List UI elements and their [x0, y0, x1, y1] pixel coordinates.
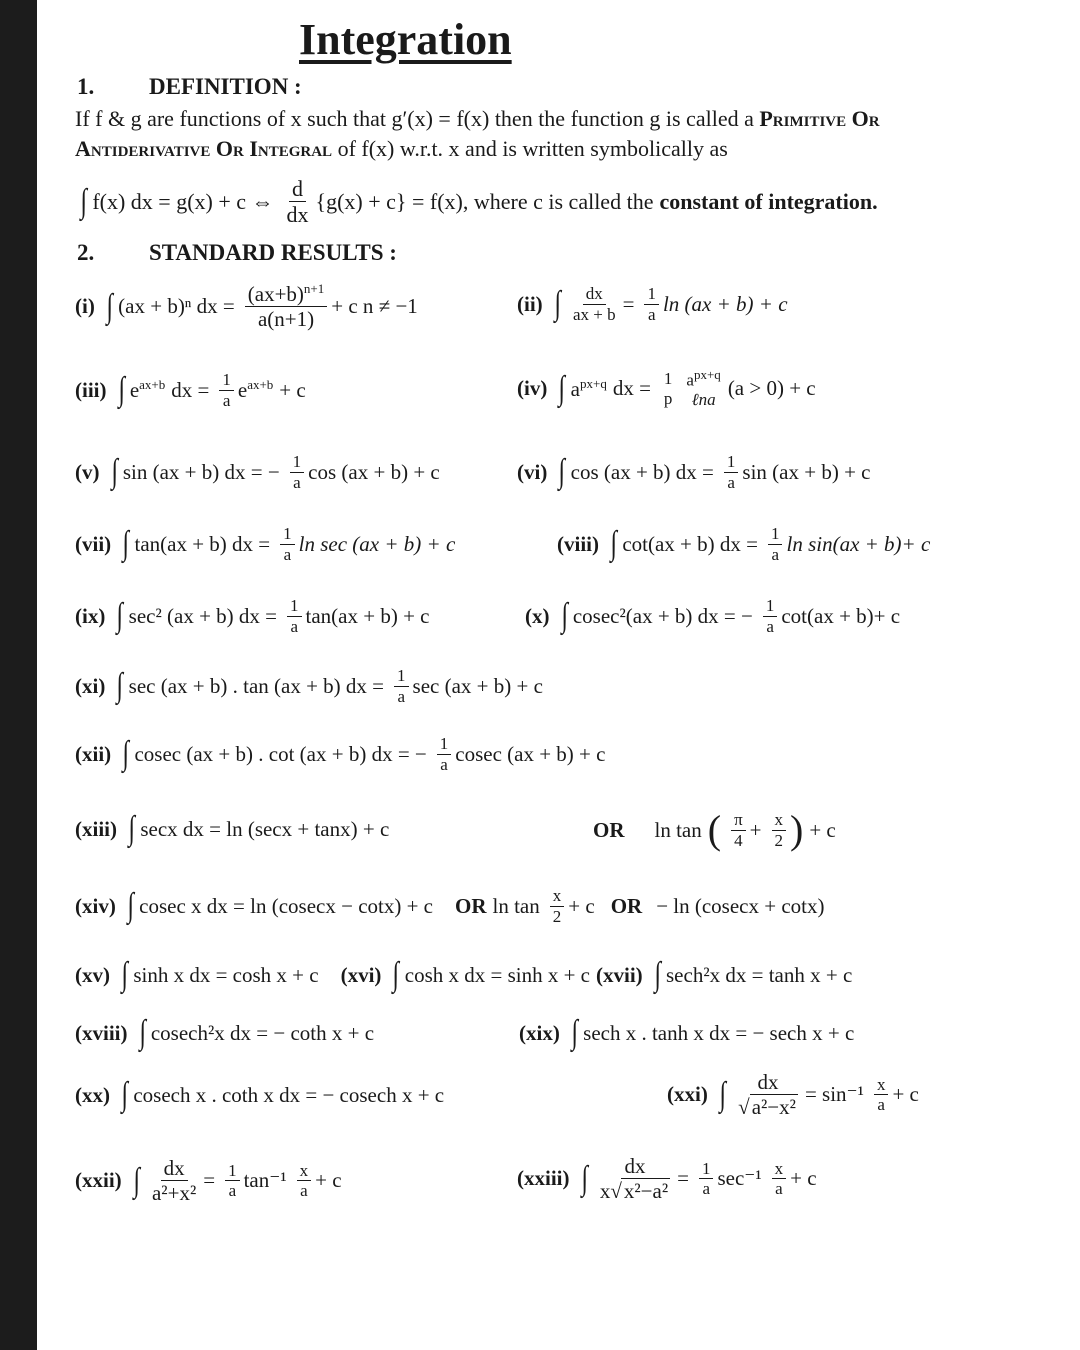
section-1-heading: DEFINITION :	[149, 74, 302, 99]
definition-line-2	[75, 136, 728, 162]
page-title: Integration	[299, 15, 512, 64]
definition-eq-a: f(x) dx = g(x) + c ⇔	[92, 188, 274, 214]
formula-xxiii: (xxiii) ∫ $\frac{dx}{\text{x√x²−a²}}$ = $\frac{1}{a}$ sec⁻¹ $\frac{x}{a}$ + c	[517, 1154, 817, 1204]
formula-v: (v) ∫ sin (ax + b) dx = − $\frac{1}{a}$ cos (ax + b) + c	[75, 452, 440, 492]
left-margin-bar	[0, 0, 37, 1350]
formula-xxi: (xxi) ∫ $\frac{dx}{\text{√a²−x²}}$ = sin⁻¹ $\frac{x}{a}$ + c	[667, 1070, 919, 1120]
formula-xxii: (xxii) ∫ $\frac{dx}{\text{a²+x²}}$ = $\frac{1}{a}$ tan⁻¹ $\frac{x}{a}$ + c	[75, 1156, 342, 1206]
formula-iv: (iv) ∫ $a^{px+q}$ dx = 1 p $a^{px+q}$ ℓna (a > 0) + c	[517, 367, 816, 410]
formula-xiii: (xiii) ∫ secx dx = ln (secx + tanx) + c	[75, 810, 390, 847]
formula-iii: (iii) ∫ $e^{ax+b}$ dx = $\frac{1}{a}$ $e^{ax+b}$ + c	[75, 370, 306, 410]
section-1-number: 1.	[77, 74, 95, 99]
formula-xix: (xix) ∫ sech x . tanh x dx = − sech x + c	[519, 1014, 855, 1051]
derivative-operator: $\frac{d}{dx}$	[286, 176, 309, 228]
formula-xviii: (xviii) ∫ cosech²x dx = − coth x + c	[75, 1014, 375, 1051]
formula-x: (x) ∫ cosec²(ax + b) dx = − $\frac{1}{a}$ cot(ax + b)+ c	[525, 596, 901, 636]
formula-xiv: (xiv) ∫ cosec x dx = ln (cosecx − cotx) + c OR ln tan $\frac{x}{2}$ + c OR − ln (cosecx + cotx)	[75, 886, 825, 926]
formula-i: (i) ∫ (ax + b)ⁿ dx = $\frac{(ax+b)^{n+1}}{a(n+1)}$ + c n ≠ −1	[75, 281, 418, 332]
definition-eq-b: {g(x) + c} = f(x), where c is called the	[315, 188, 654, 214]
formula-viii: (viii) ∫ cot(ax + b) dx = $\frac{1}{a}$ ln sin(ax + b)+ c	[557, 524, 931, 564]
definition-term-antiderivative: Antiderivative Or Integral	[75, 136, 333, 161]
formula-ix: (ix) ∫ sec² (ax + b) dx = $\frac{1}{a}$ tan(ax + b) + c	[75, 596, 430, 636]
formula-ii: (ii) ∫ $\frac{dx}{ax + b}$ = $\frac{1}{a}$ ln (ax + b) + c	[517, 284, 788, 324]
definition-equation	[75, 176, 884, 228]
formula-xii: (xii) ∫ cosec (ax + b) . cot (ax + b) dx = − $\frac{1}{a}$ cosec (ax + b) + c	[75, 734, 606, 774]
formula-vii: (vii) ∫ tan(ax + b) dx = $\frac{1}{a}$ ln sec (ax + b) + c	[75, 524, 456, 564]
document-page	[37, 0, 1080, 1350]
formula-xv-xvii: (xv) ∫ sinh x dx = cosh x + c (xvi) ∫ cosh x dx = sinh x + c (xvii) ∫ sech²x dx = tanh x + c	[75, 956, 853, 993]
definition-term-primitive: Primitive Or	[759, 106, 880, 131]
definition-line-1	[75, 106, 880, 132]
formula-xx: (xx) ∫ cosech x . coth x dx = − cosech x + c	[75, 1076, 445, 1113]
formula-vi: (vi) ∫ cos (ax + b) dx = $\frac{1}{a}$ sin (ax + b) + c	[517, 452, 871, 492]
section-2-number: 2.	[77, 240, 95, 265]
integral-sign: ∫	[80, 182, 87, 220]
formula-xiii-alt: OR ln tan ( $\frac{\pi}{4}$ + $\frac{x}{2}$ ) + c	[593, 807, 836, 853]
definition-text-2b: of f(x) w.r.t. x and is written symbolically as	[337, 136, 728, 161]
formula-xi: (xi) ∫ sec (ax + b) . tan (ax + b) dx = $\frac{1}{a}$ sec (ax + b) + c	[75, 666, 543, 706]
section-2-heading: STANDARD RESULTS :	[149, 240, 397, 265]
definition-text-1a: If f & g are functions of x such that g′(x) = f(x) then the function g is called a	[75, 106, 754, 131]
constant-of-integration: constant of integration.	[659, 188, 878, 214]
